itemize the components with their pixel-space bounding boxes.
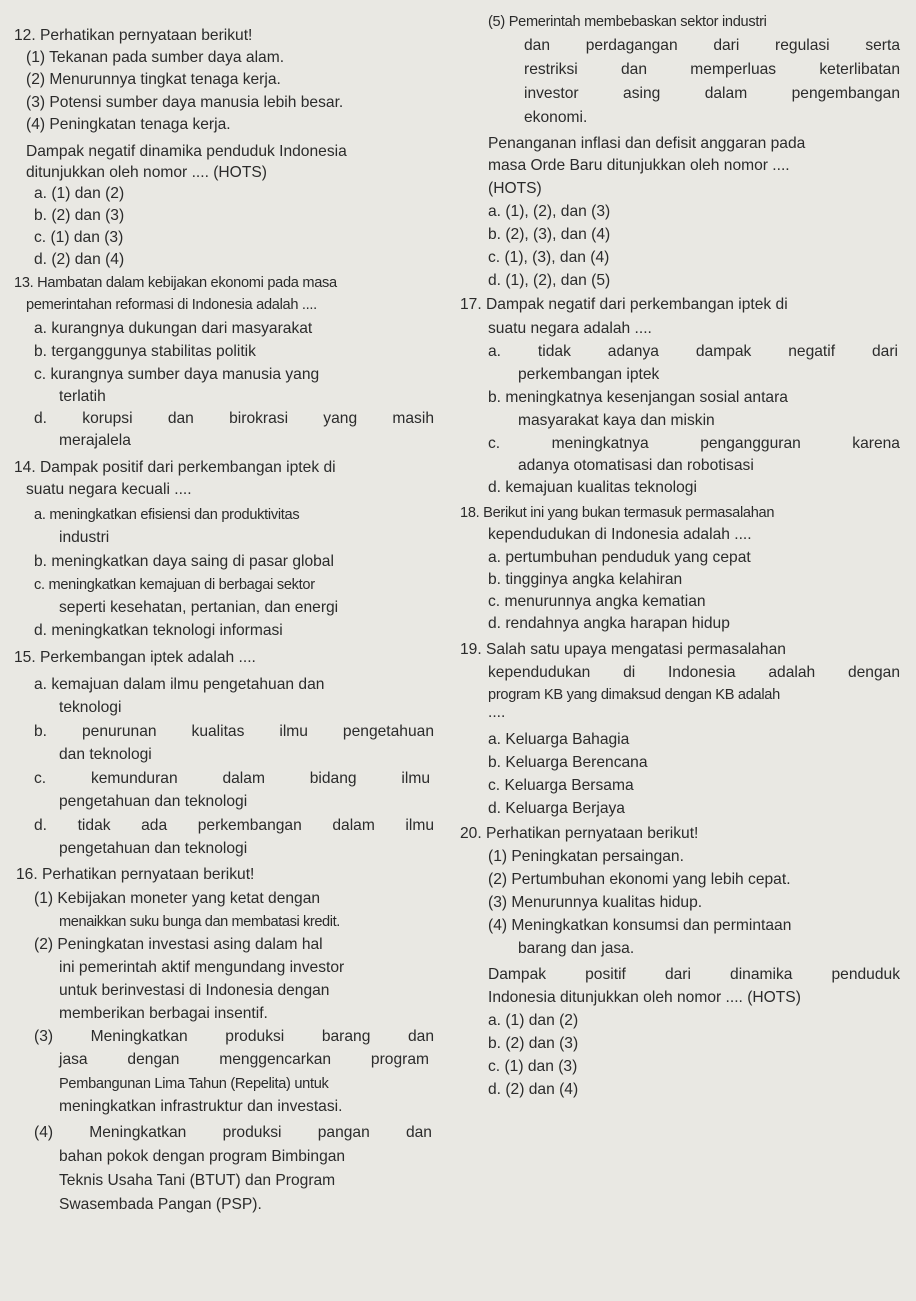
- q16-hots-label: (HOTS): [488, 180, 542, 197]
- q16-statement-2-line-3: untuk berinvestasi di Indonesia dengan: [59, 982, 330, 999]
- q14-option-d: d. meningkatkan teknologi informasi: [34, 622, 283, 639]
- q13-option-a: a. kurangnya dukungan dari masyarakat: [34, 320, 313, 337]
- q18-option-c: c. menurunnya angka kematian: [488, 593, 706, 610]
- q20-statement-2: (2) Pertumbuhan ekonomi yang lebih cepat.: [488, 871, 791, 888]
- q17-option-a-line-2: perkembangan iptek: [518, 366, 660, 383]
- q17-option-b-line-2: masyarakat kaya dan miskin: [518, 412, 715, 429]
- q16-statement-3-line-4: meningkatkan infrastruktur dan investasi.: [59, 1098, 343, 1115]
- q18-option-d: d. rendahnya angka harapan hidup: [488, 615, 730, 632]
- q15-option-a-line-2: teknologi: [59, 699, 122, 716]
- q12-stem-line-2: ditunjukkan oleh nomor .... (HOTS): [26, 164, 267, 181]
- q14-option-b: b. meningkatkan daya saing di pasar global: [34, 553, 334, 570]
- q14-option-c-line-2: seperti kesehatan, pertanian, dan energi: [59, 599, 339, 616]
- q13-stem-line-2: pemerintahan reformasi di Indonesia adalah ....: [26, 297, 317, 313]
- q12-option-a: a. (1) dan (2): [34, 185, 125, 202]
- q16-statement-5-line-1: (5) Pemerintah membebaskan sektor industri: [488, 14, 767, 30]
- q12-title: 12. Perhatikan pernyataan berikut!: [14, 27, 253, 44]
- q14-stem-line-2: suatu negara kecuali ....: [26, 481, 192, 498]
- q16-statement-3-line-3: Pembangunan Lima Tahun (Repelita) untuk: [59, 1076, 329, 1092]
- q13-option-c-line-2: terlatih: [59, 388, 106, 405]
- q19-stem-line-3: program KB yang dimaksud dengan KB adalah: [488, 687, 780, 703]
- q15-option-c-line-2: pengetahuan dan teknologi: [59, 793, 248, 810]
- q16-option-a: a. (1), (2), dan (3): [488, 203, 611, 220]
- q16-title: 16. Perhatikan pernyataan berikut!: [16, 866, 255, 883]
- q14-stem-line-1: 14. Dampak positif dari perkembangan iptek di: [14, 459, 336, 476]
- q12-option-c: c. (1) dan (3): [34, 229, 124, 246]
- q19-option-d: d. Keluarga Berjaya: [488, 800, 625, 817]
- q15-option-c-line-1: c. kemunduran dalam bidang ilmu: [34, 770, 430, 787]
- q19-stem-line-2: kependudukan di Indonesia adalah dengan: [488, 664, 900, 681]
- q16-option-b: b. (2), (3), dan (4): [488, 226, 611, 243]
- q13-option-b: b. terganggunya stabilitas politik: [34, 343, 256, 360]
- q19-stem-line-4: ....: [488, 704, 506, 721]
- q16-statement-2-line-2: ini pemerintah aktif mengundang investor: [59, 959, 345, 976]
- q16-statement-5-line-2: dan perdagangan dari regulasi serta: [524, 37, 900, 54]
- q17-option-a-line-1: a. tidak adanya dampak negatif dari: [488, 343, 898, 360]
- q17-option-c-line-1: c. meningkatnya pengangguran karena: [488, 435, 900, 452]
- q14-option-a-line-1: a. meningkatkan efisiensi dan produktivitas: [34, 507, 300, 523]
- q17-option-c-line-2: adanya otomatisasi dan robotisasi: [518, 457, 754, 474]
- q20-title: 20. Perhatikan pernyataan berikut!: [460, 825, 699, 842]
- q17-option-d: d. kemajuan kualitas teknologi: [488, 479, 697, 496]
- q19-option-c: c. Keluarga Bersama: [488, 777, 634, 794]
- q14-option-c-line-1: c. meningkatkan kemajuan di berbagai sektor: [34, 577, 315, 593]
- q16-statement-5-line-5: ekonomi.: [524, 109, 588, 126]
- q17-stem-line-2: suatu negara adalah ....: [488, 320, 652, 337]
- q17-option-b-line-1: b. meningkatnya kesenjangan sosial antara: [488, 389, 788, 406]
- q16-option-c: c. (1), (3), dan (4): [488, 249, 610, 266]
- q13-option-c-line-1: c. kurangnya sumber daya manusia yang: [34, 366, 320, 383]
- q16-statement-1-line-2: menaikkan suku bunga dan membatasi kredit.: [59, 914, 340, 930]
- q20-statement-1: (1) Peningkatan persaingan.: [488, 848, 684, 865]
- q16-statement-5-line-3: restriksi dan memperluas keterlibatan: [524, 61, 900, 78]
- q16-statement-3-line-1: (3) Meningkatkan produksi barang dan: [34, 1028, 434, 1045]
- q13-stem-line-1: 13. Hambatan dalam kebijakan ekonomi pada masa: [14, 275, 337, 291]
- q16-option-d: d. (1), (2), dan (5): [488, 272, 611, 289]
- q16-statement-2-line-4: memberikan berbagai insentif.: [59, 1005, 268, 1022]
- q20-stem-line-1: Dampak positif dari dinamika penduduk: [488, 966, 900, 983]
- q16-statement-4-line-1: (4) Meningkatkan produksi pangan dan: [34, 1124, 432, 1141]
- q13-option-d-line-1: d. korupsi dan birokrasi yang masih: [34, 410, 434, 427]
- q16-statement-3-line-2: jasa dengan menggencarkan program: [59, 1051, 429, 1068]
- q18-stem-line-2: kependudukan di Indonesia adalah ....: [488, 526, 752, 543]
- q15-option-d-line-2: pengetahuan dan teknologi: [59, 840, 248, 857]
- q16-statement-5-line-4: investor asing dalam pengembangan: [524, 85, 900, 102]
- q20-option-b: b. (2) dan (3): [488, 1035, 579, 1052]
- q12-statement-3: (3) Potensi sumber daya manusia lebih besar.: [26, 94, 344, 111]
- q13-option-d-line-2: merajalela: [59, 432, 131, 449]
- q18-option-a: a. pertumbuhan penduduk yang cepat: [488, 549, 751, 566]
- q12-statement-2: (2) Menurunnya tingkat tenaga kerja.: [26, 71, 281, 88]
- q12-stem-line-1: Dampak negatif dinamika penduduk Indonesia: [26, 143, 347, 160]
- q15-option-a-line-1: a. kemajuan dalam ilmu pengetahuan dan: [34, 676, 325, 693]
- q12-option-d: d. (2) dan (4): [34, 251, 125, 268]
- q20-statement-4-line-1: (4) Meningkatkan konsumsi dan permintaan: [488, 917, 792, 934]
- q12-statement-4: (4) Peningkatan tenaga kerja.: [26, 116, 231, 133]
- q18-stem-line-1: 18. Berikut ini yang bukan termasuk permasalahan: [460, 505, 775, 521]
- q20-statement-4-line-2: barang dan jasa.: [518, 940, 635, 957]
- q16-stem-line-1: Penanganan inflasi dan defisit anggaran pada: [488, 135, 806, 152]
- q16-statement-4-line-4: Swasembada Pangan (PSP).: [59, 1196, 262, 1213]
- q20-option-a: a. (1) dan (2): [488, 1012, 579, 1029]
- q12-statement-1: (1) Tekanan pada sumber daya alam.: [26, 49, 285, 66]
- q16-statement-1-line-1: (1) Kebijakan moneter yang ketat dengan: [34, 890, 321, 907]
- q16-statement-4-line-2: bahan pokok dengan program Bimbingan: [59, 1148, 346, 1165]
- q16-stem-line-2: masa Orde Baru ditunjukkan oleh nomor ....: [488, 157, 790, 174]
- q15-stem: 15. Perkembangan iptek adalah ....: [14, 649, 256, 666]
- q19-option-b: b. Keluarga Berencana: [488, 754, 648, 771]
- q14-option-a-line-2: industri: [59, 529, 110, 546]
- q15-option-b-line-2: dan teknologi: [59, 746, 152, 763]
- q15-option-d-line-1: d. tidak ada perkembangan dalam ilmu: [34, 817, 434, 834]
- q19-stem-line-1: 19. Salah satu upaya mengatasi permasalahan: [460, 641, 786, 658]
- q19-option-a: a. Keluarga Bahagia: [488, 731, 630, 748]
- q20-option-d: d. (2) dan (4): [488, 1081, 579, 1098]
- q16-statement-4-line-3: Teknis Usaha Tani (BTUT) dan Program: [59, 1172, 336, 1189]
- q20-stem-line-2: Indonesia ditunjukkan oleh nomor .... (HOTS): [488, 989, 801, 1006]
- q18-option-b: b. tingginya angka kelahiran: [488, 571, 683, 588]
- q17-stem-line-1: 17. Dampak negatif dari perkembangan iptek di: [460, 296, 788, 313]
- q16-statement-2-line-1: (2) Peningkatan investasi asing dalam hal: [34, 936, 323, 953]
- q20-option-c: c. (1) dan (3): [488, 1058, 578, 1075]
- q20-statement-3: (3) Menurunnya kualitas hidup.: [488, 894, 703, 911]
- q15-option-b-line-1: b. penurunan kualitas ilmu pengetahuan: [34, 723, 434, 740]
- q12-option-b: b. (2) dan (3): [34, 207, 125, 224]
